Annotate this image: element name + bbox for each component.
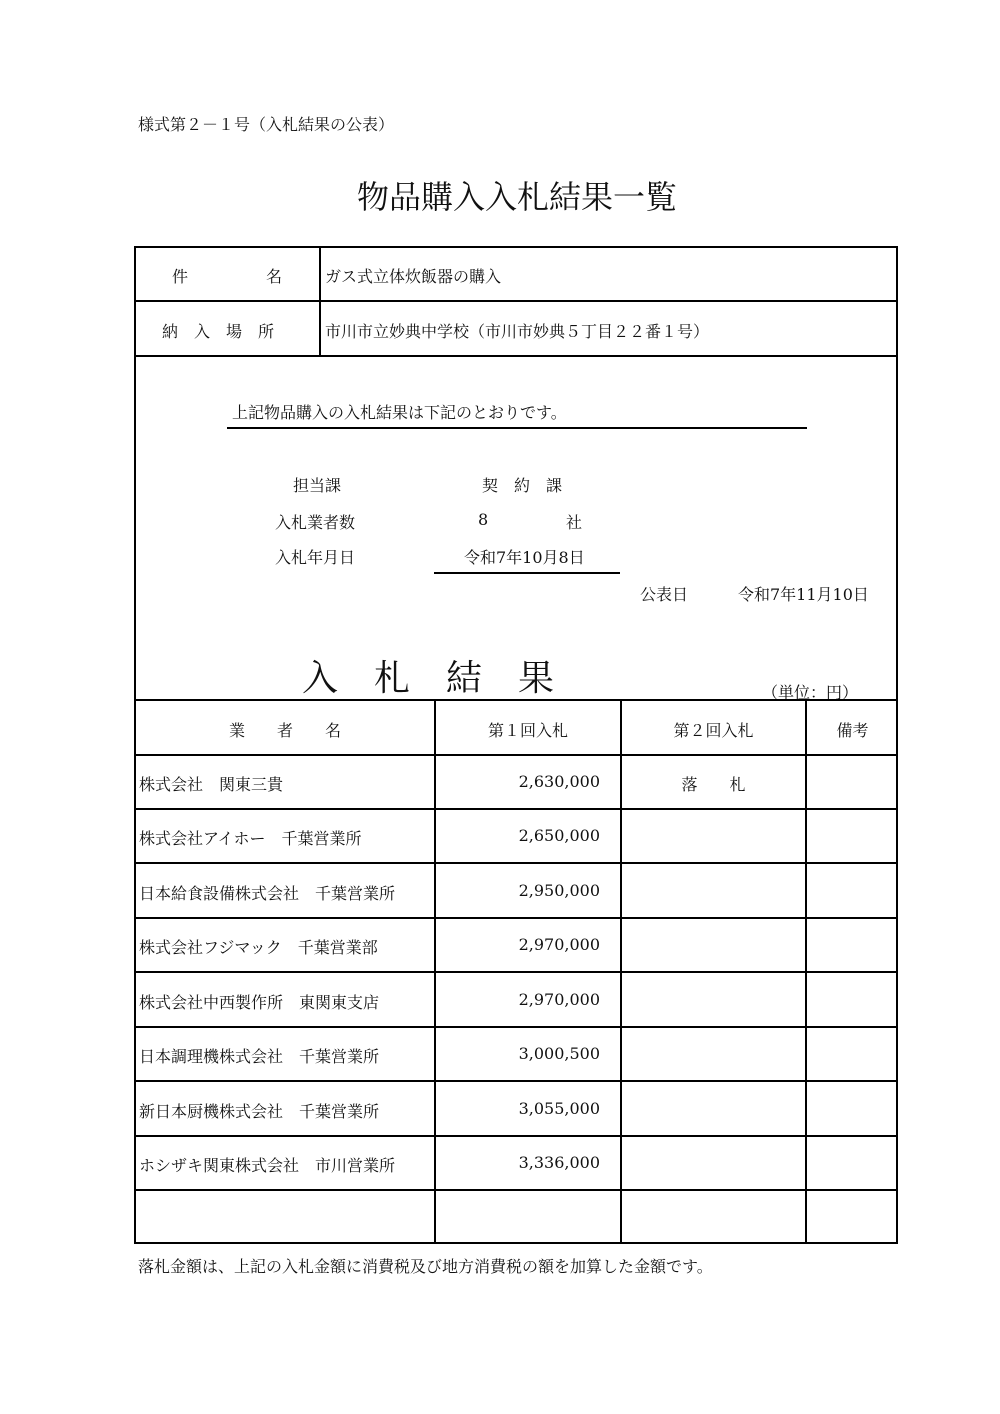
footnote: 落札金額は、上記の入札金額に消費税及び地方消費税の額を加算した金額です。 xyxy=(138,1257,713,1276)
subject-label-a: 件 xyxy=(172,267,189,286)
table-row-round1: 2,650,000 xyxy=(518,826,600,845)
document-frame xyxy=(134,246,898,1244)
table-row-company: 日本調理機株式会社 千葉営業所 xyxy=(139,1047,380,1066)
table-row-round1: 2,970,000 xyxy=(518,990,600,1009)
table-row-round1: 3,336,000 xyxy=(518,1153,600,1172)
delivery-label: 納 入 場 所 xyxy=(162,322,275,341)
table-row-company: 株式会社アイホー 千葉営業所 xyxy=(139,829,362,848)
table-row-round1: 2,970,000 xyxy=(518,935,600,954)
form-number: 様式第２－１号（入札結果の公表） xyxy=(138,115,395,134)
row-divider xyxy=(134,1189,898,1191)
bidders-unit: 社 xyxy=(566,513,583,532)
table-row-company: 日本給食設備株式会社 千葉営業所 xyxy=(139,884,396,903)
divider-delivery xyxy=(134,355,898,357)
bidders-label: 入札業者数 xyxy=(275,513,356,532)
table-top-border xyxy=(134,699,898,701)
table-row-round1: 2,630,000 xyxy=(518,772,600,791)
row-divider xyxy=(134,1135,898,1137)
row-divider xyxy=(134,917,898,919)
table-row-company: ホシザキ関東株式会社 市川営業所 xyxy=(139,1156,396,1175)
row-divider xyxy=(134,971,898,973)
table-row-round1: 3,055,000 xyxy=(518,1099,600,1118)
subject-value: ガス式立体炊飯器の購入 xyxy=(325,267,502,286)
divider-label-column xyxy=(319,246,321,356)
date-underline xyxy=(434,572,620,574)
document-title: 物品購入入札結果一覧 xyxy=(356,178,677,216)
column-divider-remarks xyxy=(805,699,807,1244)
table-row-round1: 3,000,500 xyxy=(518,1044,600,1063)
table-row-company: 株式会社フジマック 千葉営業部 xyxy=(139,938,378,957)
table-row-round1: 2,950,000 xyxy=(518,881,600,900)
table-row-round2: 落 札 xyxy=(681,775,746,794)
published-label: 公表日 xyxy=(640,585,689,604)
bidders-count: 8 xyxy=(478,510,489,529)
row-divider xyxy=(134,1080,898,1082)
divider-subject xyxy=(134,300,898,302)
subject-label-b: 名 xyxy=(266,267,283,286)
date-value: 令和7年10月8日 xyxy=(464,548,585,567)
unit-note: （単位：円） xyxy=(762,683,859,702)
dept-value: 契 約 課 xyxy=(482,476,563,495)
delivery-value: 市川市立妙典中学校（市川市妙典５丁目２２番１号） xyxy=(325,322,710,341)
statement-underline xyxy=(227,427,807,429)
table-header-border xyxy=(134,754,898,756)
header-company: 業 者 名 xyxy=(228,721,341,740)
table-row-company: 株式会社 関東三貴 xyxy=(139,775,284,794)
results-heading: 入 札 結 果 xyxy=(302,658,555,699)
dept-label: 担当課 xyxy=(293,476,342,495)
table-row-company: 新日本厨機株式会社 千葉営業所 xyxy=(139,1102,380,1121)
date-label: 入札年月日 xyxy=(275,548,356,567)
header-round2: 第２回入札 xyxy=(673,721,754,740)
header-remarks: 備考 xyxy=(836,721,869,740)
table-row-company: 株式会社中西製作所 東関東支店 xyxy=(139,993,380,1012)
row-divider xyxy=(134,862,898,864)
row-divider xyxy=(134,808,898,810)
statement-text: 上記物品購入の入札結果は下記のとおりです。 xyxy=(232,403,567,422)
published-value: 令和7年11月10日 xyxy=(738,585,869,604)
header-round1: 第１回入札 xyxy=(487,721,568,740)
row-divider xyxy=(134,1026,898,1028)
